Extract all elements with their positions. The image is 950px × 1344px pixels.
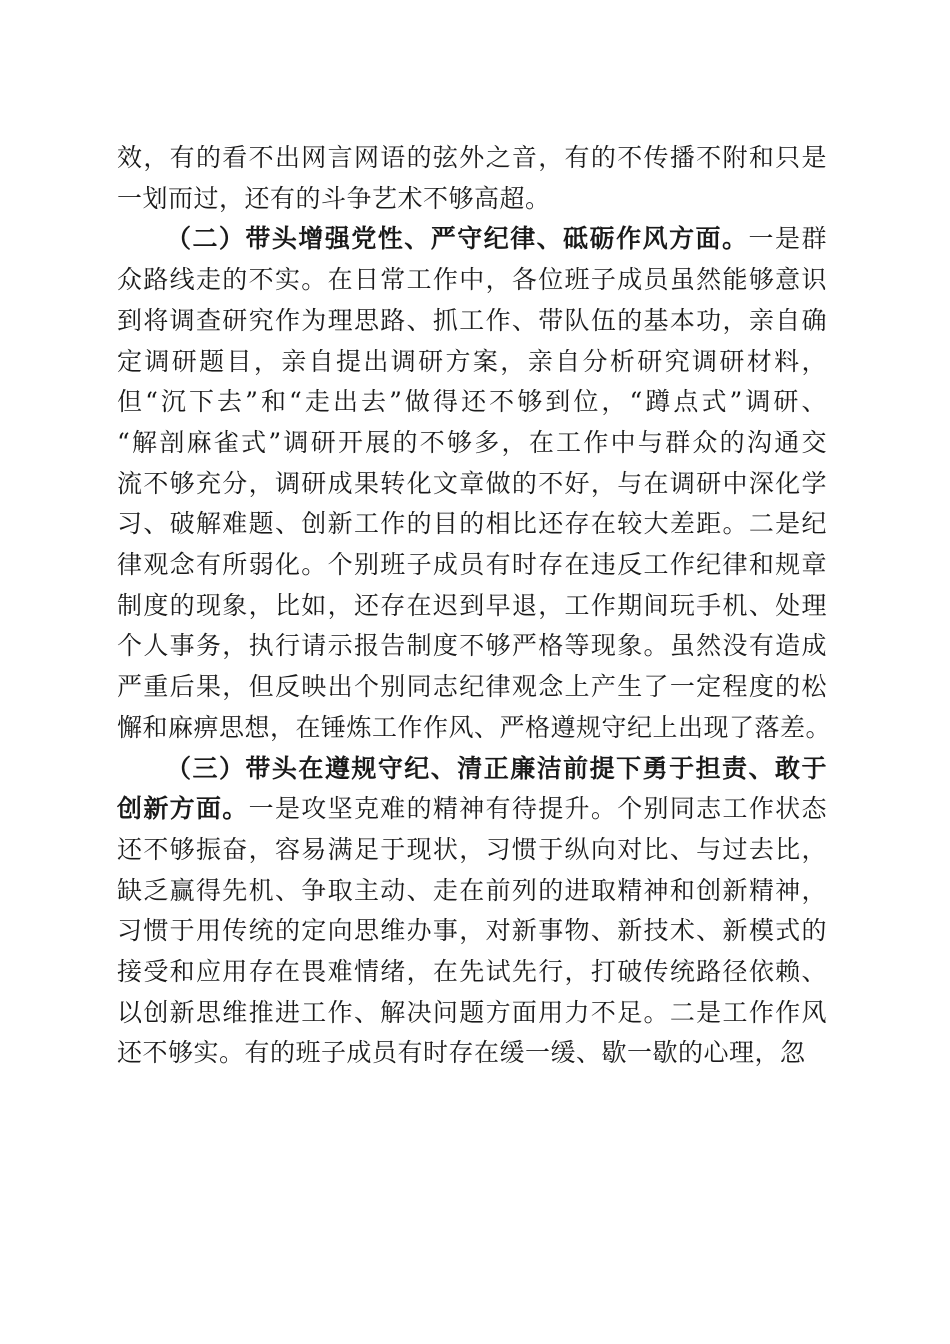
text-line: 以创新思维推进工作、解决问题方面用力不足。二是工作作风 xyxy=(117,997,827,1027)
text-fragment: 一是攻坚克难的精神有待提升。个别同志工作状态 xyxy=(248,794,827,824)
text-line: 习、破解难题、创新工作的目的相比还存在较大差距。二是纪 xyxy=(117,509,827,539)
text-line: 效，有的看不出网言网语的弦外之音，有的不传播不附和只是 xyxy=(117,143,827,172)
paragraph-3 xyxy=(117,749,827,1075)
text-line: 流不够充分，调研成果转化文章做的不好，与在调研中深化学 xyxy=(117,468,827,498)
text-line: “解剖麻雀式”调研开展的不够多，在工作中与群众的沟通交 xyxy=(117,427,827,457)
document-body xyxy=(117,138,832,1074)
text-line: 众路线走的不实。在日常工作中，各位班子成员虽然能够意识 xyxy=(117,265,827,295)
section-heading-2: （二）带头增强党性、严守纪律、砥砺作风方面。 xyxy=(165,224,749,254)
text-line xyxy=(117,219,827,260)
text-line xyxy=(117,749,827,790)
text-line: 缺乏赢得先机、争取主动、走在前列的进取精神和创新精神， xyxy=(117,875,827,905)
text-line xyxy=(117,789,827,830)
text-line: 还不够实。有的班子成员有时存在缓一缓、歇一歇的心理，忽 xyxy=(117,1038,806,1068)
section-heading-3: （三）带头在遵规守纪、清正廉洁前提下勇于担责、敢于 xyxy=(165,753,827,783)
text-line: 个人事务，执行请示报告制度不够严格等现象。虽然没有造成 xyxy=(117,631,827,661)
text-line: 制度的现象，比如，还存在迟到早退，工作期间玩手机、处理 xyxy=(117,590,827,620)
paragraph-2 xyxy=(117,219,832,748)
text-line: 但“沉下去”和“走出去”做得还不够到位，“蹲点式”调研、 xyxy=(117,387,827,417)
paragraph-1 xyxy=(117,138,827,219)
section-heading-3-cont: 创新方面。 xyxy=(117,794,249,824)
text-line: 到将调查研究作为理思路、抓工作、带队伍的基本功，亲自确 xyxy=(117,305,827,335)
text-line: 懈和麻痹思想，在锤炼工作作风、严格遵规守纪上出现了落差。 xyxy=(117,712,832,742)
text-line: 律观念有所弱化。个别班子成员有时存在违反工作纪律和规章 xyxy=(117,550,827,580)
text-line: 定调研题目，亲自提出调研方案，亲自分析研究调研材料， xyxy=(117,346,827,376)
text-line: 严重后果，但反映出个别同志纪律观念上产生了一定程度的松 xyxy=(117,672,827,702)
text-fragment: 一是群 xyxy=(748,224,827,254)
text-line: 接受和应用存在畏难情绪，在先试先行，打破传统路径依赖、 xyxy=(117,957,827,987)
text-line: 还不够振奋，容易满足于现状，习惯于纵向对比、与过去比， xyxy=(117,834,827,864)
text-line: 习惯于用传统的定向思维办事，对新事物、新技术、新模式的 xyxy=(117,916,827,946)
text-line: 一划而过，还有的斗争艺术不够高超。 xyxy=(117,183,551,213)
